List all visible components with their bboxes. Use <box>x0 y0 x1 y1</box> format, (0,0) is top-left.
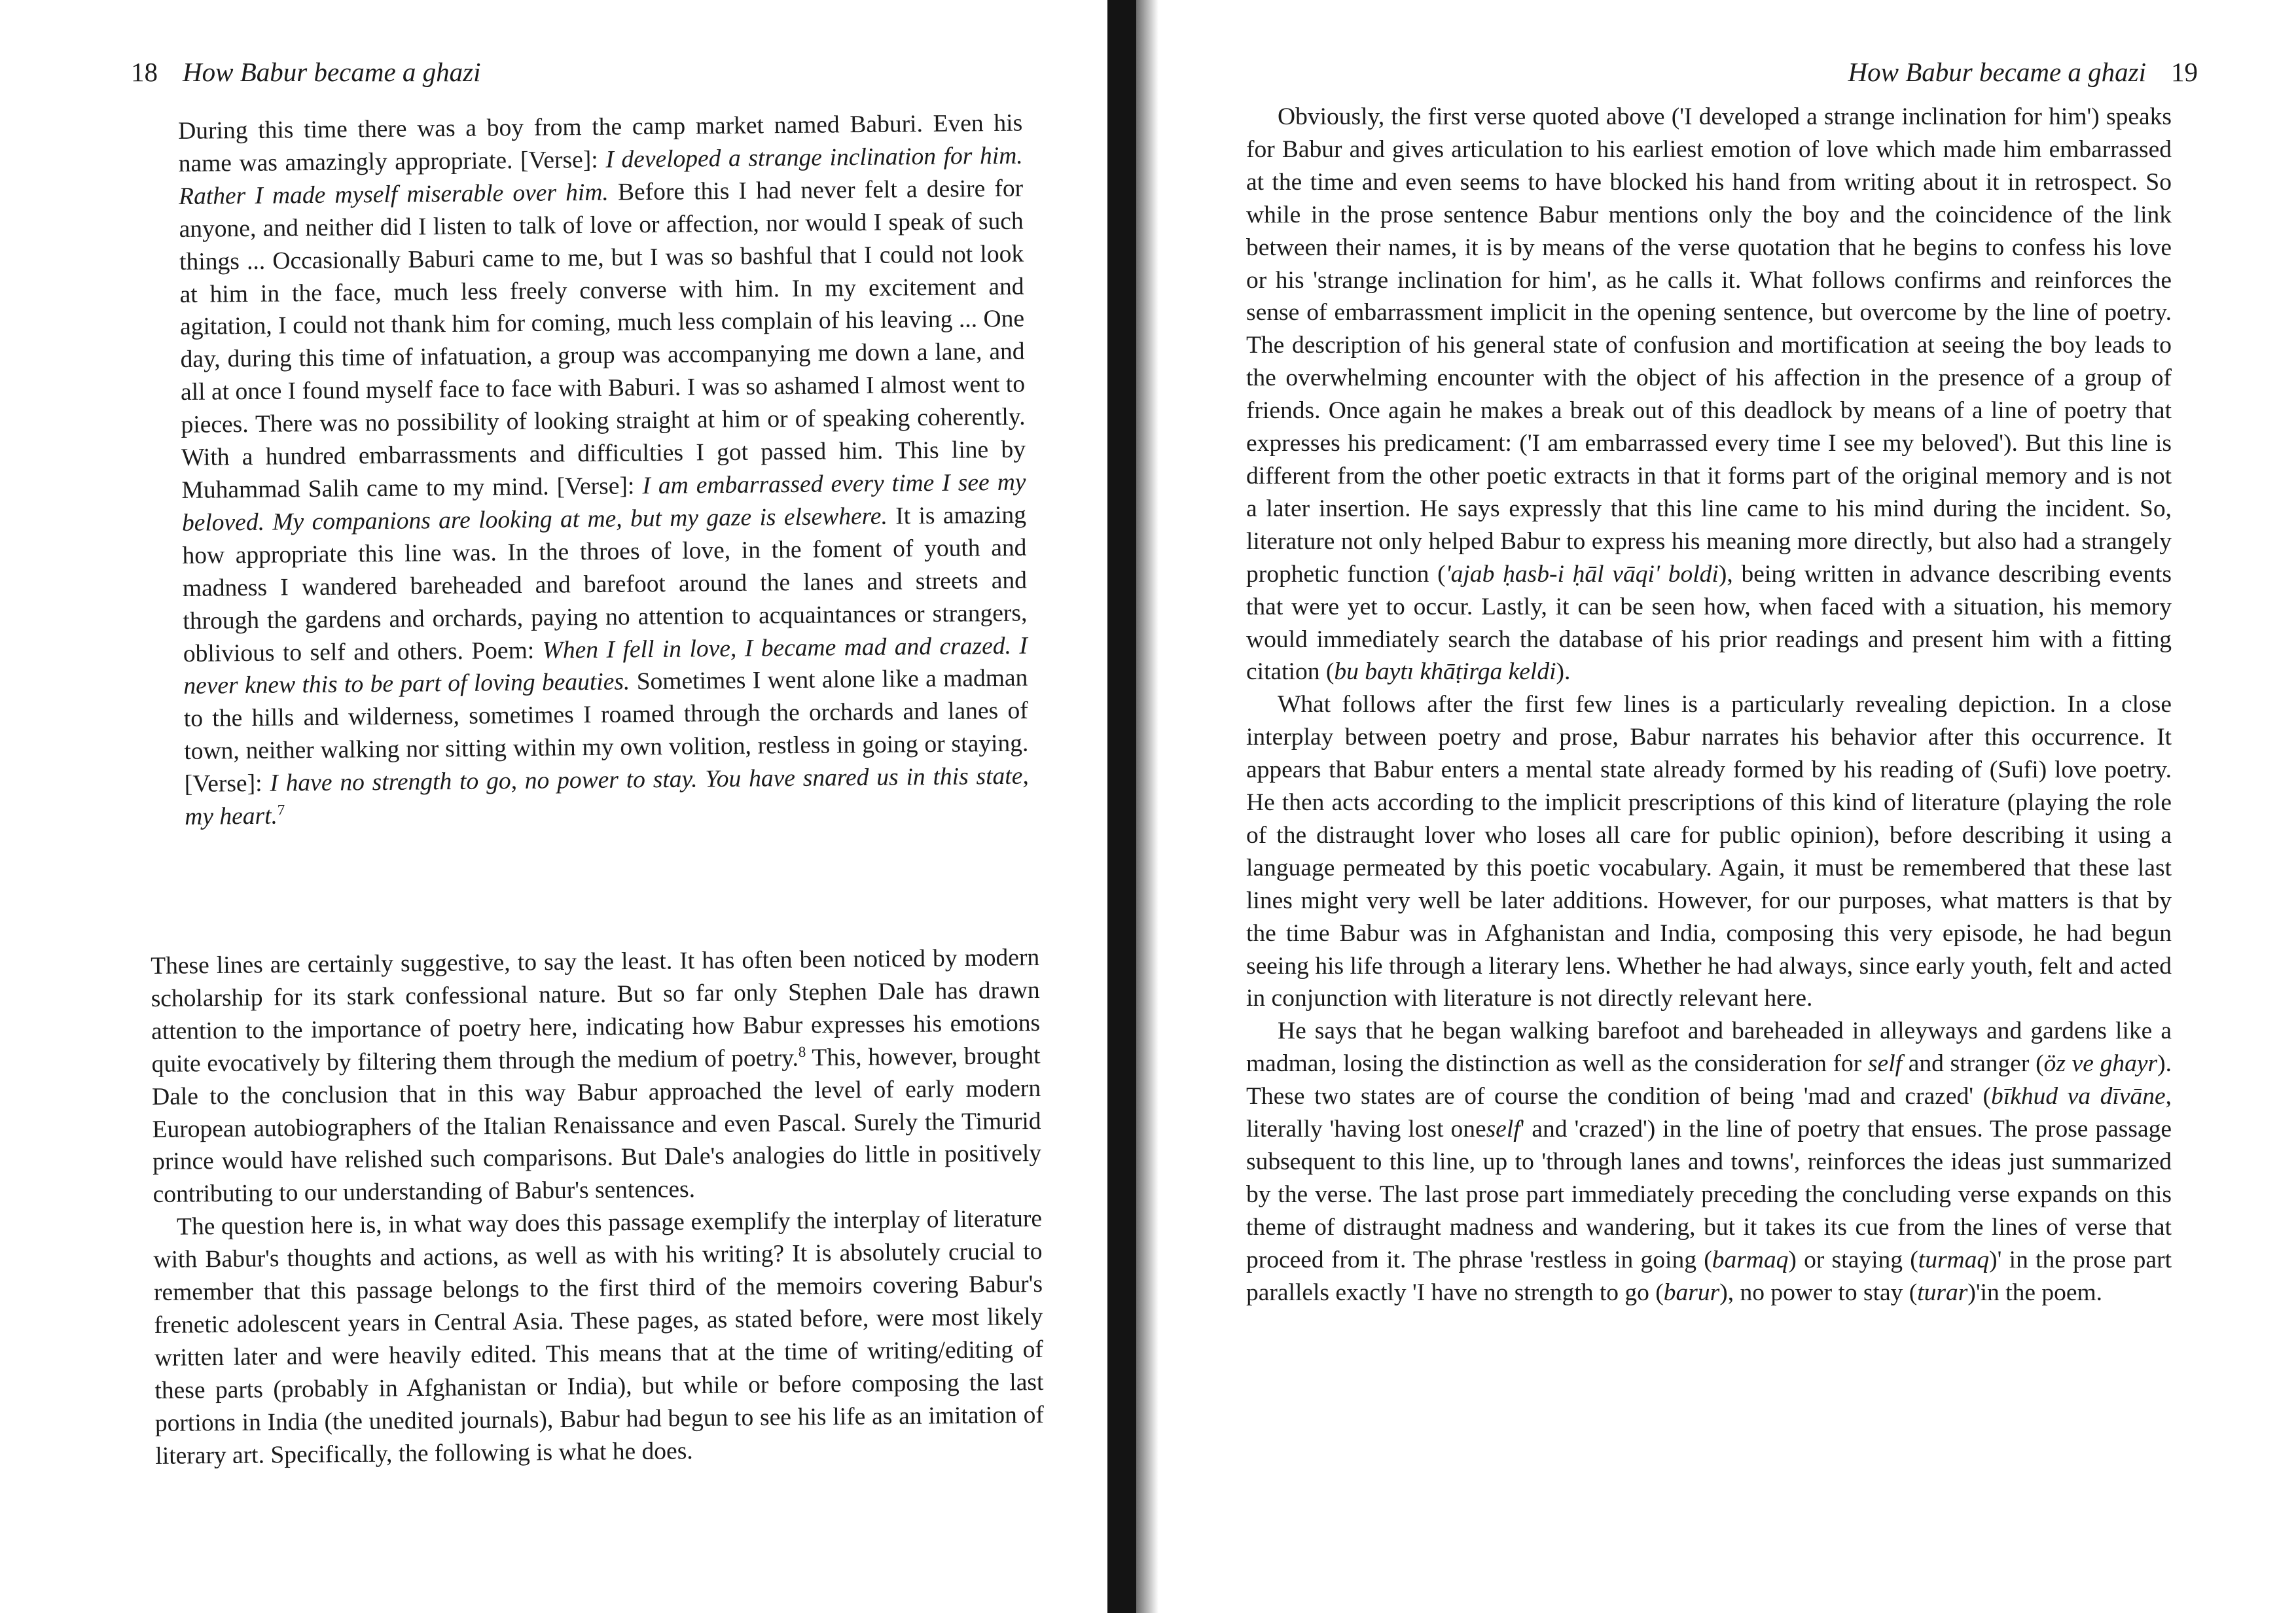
transliteration: barur <box>1663 1279 1720 1306</box>
paragraph-text: and stranger ( <box>1902 1050 2044 1078</box>
quote-prose: During this time there was a boy from the camp market named Baburi. Even his name was amazingly appropriate. [Verse]: <box>178 109 1023 177</box>
paragraph-text: ), no power to stay ( <box>1719 1279 1918 1306</box>
footnote-marker: 7 <box>277 802 285 819</box>
block-quote <box>178 107 1029 834</box>
block-quote-paragraph <box>178 107 1029 834</box>
left-running-head <box>131 56 481 96</box>
quote-prose: It is amazing how appropriate this line was. In the throes of love, in the foment of youth and madness I wandered bareheaded and barefoot around the lanes and streets and through the gardens and orchards, paying no attention to acquaintances or strangers, oblivious to self and others. Poem: <box>182 501 1028 667</box>
paragraph-text: )' in the prose part parallels exactly 'I have no strength to go ( <box>1246 1246 2172 1306</box>
transliteration: bu baytı khāṭirga keldi <box>1334 658 1556 686</box>
right-running-title: How Babur became a ghazi <box>1848 57 2146 87</box>
right-paragraph-3 <box>1246 1015 2172 1309</box>
right-paragraph-1 <box>1246 101 2172 688</box>
paragraph-text: This, however, brought Dale to the conclusion that in this way Babur approached the level of early modern European autobiographers of the Italian Renaissance and even Pascal. Surely the Timurid prince would have relished such comparisons. But Dale's analogies do little in positively contributing to our understanding of Babur's sentences. <box>151 1042 1042 1209</box>
transliteration: öz ve ghayr <box>2043 1050 2158 1078</box>
paragraph-text: ) or staying ( <box>1788 1246 1918 1273</box>
quote-verse: I developed a strange inclination for him. Rather I made myself miserable over him. <box>178 142 1023 210</box>
paragraph-text: He says that he began walking barefoot and bareheaded in alleyways and gardens like a madman, losing the distinction as well as the consideration for <box>1246 1018 2172 1078</box>
right-paragraph-2: What follows after the first few lines is a particularly revealing depiction. In a close interplay between poetry and prose, Babur narrates his behavior after this occurrence. It appears that Babur enters a mental state already formed by his reading of (Sufi) love poetry. He then acts according to the implicit prescriptions of this kind of literature (playing the role of the distraught lover who loses all care for public opinion), before describing it using a language permeated by this poetic vocabulary. Again, it must be remembered that these last lines might very well be later additions. However, for our purposes, what matters is that by the time Babur was in Afghanistan and India, composing this very episode, he had begun seeing his life through a literary lens. Whether he had always, since early youth, felt and acted in conjunction with literature is not directly relevant here. <box>1246 691 2172 1012</box>
left-paragraph-1 <box>151 942 1042 1211</box>
transliteration: barmaq <box>1712 1246 1789 1273</box>
right-running-head <box>1848 56 2198 96</box>
left-running-title: How Babur became a ghazi <box>183 57 481 87</box>
right-body-text <box>1246 101 2172 1309</box>
quote-prose: Before this I had never felt a desire for anyone, and neither did I listen to talk of love or affection, nor would I speak of such things ... Occasionally Baburi came to me, but I was so bashful that I could not look at him in the face, much less freely converse with him. In my excitement and agitation, I could not thank him for coming, much less complain of his leaving ... One day, during this time of infatuation, a group was accompanying me down a lane, and all at once I found myself face to face with Baburi. I was so ashamed I almost went to pieces. There was no possibility of looking straight at him or of speaking coherently. With a hundred embarrassments and difficulties I got passed him. This line by Muhammad Salih came to my mind. [Verse]: <box>179 175 1026 504</box>
transliteration: self <box>1867 1050 1903 1078</box>
quote-prose: Sometimes I went alone like a madman to the hills and wilderness, sometimes I roamed through the orchards and lanes of town, neither walking nor sitting within my own volition, restless in going or staying. [Verse]: <box>183 664 1029 798</box>
paragraph-text: ). These two states are of course the condition of being 'mad and crazed' ( <box>1246 1050 2172 1110</box>
book-gutter <box>1107 0 1136 1613</box>
quote-verse: I am embarrassed every time I see my beloved. My companions are looking at me, but my gaze is elsewhere. <box>181 469 1026 537</box>
left-page <box>0 0 1106 1613</box>
left-paragraph-2: The question here is, in what way does this passage exemplify the interplay of literature with Babur's thoughts and actions, as well as with his writing? It is absolutely crucial to remember that this passage belongs to the first third of the memoirs covering Babur's frenetic adolescent years in Central Asia. These pages, as stated before, were most likely written later and were heavily edited. This means that at the time of writing/editing of these parts (probably in Afghanistan or India), but while or before composing the last portions in India (the unedited journals), Babur had begun to see his life as an imitation of literary art. Specifically, the following is what he does. <box>153 1205 1045 1470</box>
gutter-shadow <box>1136 0 1158 1613</box>
paragraph-text: Obviously, the first verse quoted above ('I developed a strange inclination for him') speaks for Babur and gives articulation to his earliest emotion of love which made him embarrassed at the time and even seems to have blocked his hand from writing about it in retrospect. So while in the prose sentence Babur mentions only the boy and the coincidence of the link between their names, it is by means of the verse quotation that he begins to confess his love or his 'strange inclination for him', as he calls it. What follows confirms and reinforces the sense of embarrassment implicit in the opening sentence, but overcome by the line of poetry. The description of his general state of confusion and mortification at seeing the boy leads to the overwhelming encounter with the object of his affection in the presence of a group of friends. Once again he makes a break out of this deadlock by means of a line of poetry that expresses his predicament: ('I am embarrassed every time I see my beloved'). But this line is different from the other poetic extracts in that it forms part of the original memory and is not a later insertion. He says expressly that this line came to his mind during the incident. So, literature not only helped Babur to express his meaning more directly, but also had a strangely prophetic function ( <box>1246 103 2172 588</box>
transliteration: 'ajab ḥasb-i ḥāl vāqi' boldi <box>1445 560 1719 588</box>
quote-verse: When I fell in love, I became mad and crazed. I never knew this to be part of loving beauties. <box>183 632 1028 700</box>
footnote-marker: 8 <box>798 1043 806 1060</box>
transliteration: self <box>1486 1116 1520 1143</box>
left-page-number: 18 <box>131 57 158 87</box>
paragraph-text: ), being written in advance describing events that were yet to occur. Lastly, it can be seen how, when faced with a situation, his memory would immediately search the database of his prior readings and present him with a fitting citation ( <box>1246 560 2172 686</box>
paragraph-text: These lines are certainly suggestive, to say the least. It has often been noticed by modern scholarship for its stark confessional nature. But so far only Stephen Dale has drawn attention to the importance of poetry here, indicating how Babur expresses his emotions quite evocatively by filtering them through the medium of poetry. <box>151 944 1041 1078</box>
right-page-number: 19 <box>2171 57 2198 87</box>
paragraph-text: , literally 'having lost one <box>1246 1083 2172 1143</box>
quote-verse: I have no strength to go, no power to stay. You have snared us in this state, my heart. <box>185 762 1029 830</box>
paragraph-text: ' and 'crazed') in the line of poetry that ensues. The prose passage subsequent to this line, up to 'through lanes and towns', reinforces the ideas just summarized by the verse. The last prose part immediately preceding the concluding verse expands on this theme of distraught madness and wandering, but it takes its cue from the lines of verse that proceed from it. The phrase 'restless in going ( <box>1246 1116 2172 1273</box>
right-page <box>1158 0 2296 1613</box>
transliteration: turmaq <box>1918 1246 1990 1273</box>
transliteration: bīkhud va dīvāne <box>1991 1083 2166 1110</box>
paragraph-text: ). <box>1556 658 1571 686</box>
paragraph-text: )'in the poem. <box>1967 1279 2103 1306</box>
transliteration: turar <box>1917 1279 1968 1306</box>
left-body-text <box>151 942 1045 1472</box>
